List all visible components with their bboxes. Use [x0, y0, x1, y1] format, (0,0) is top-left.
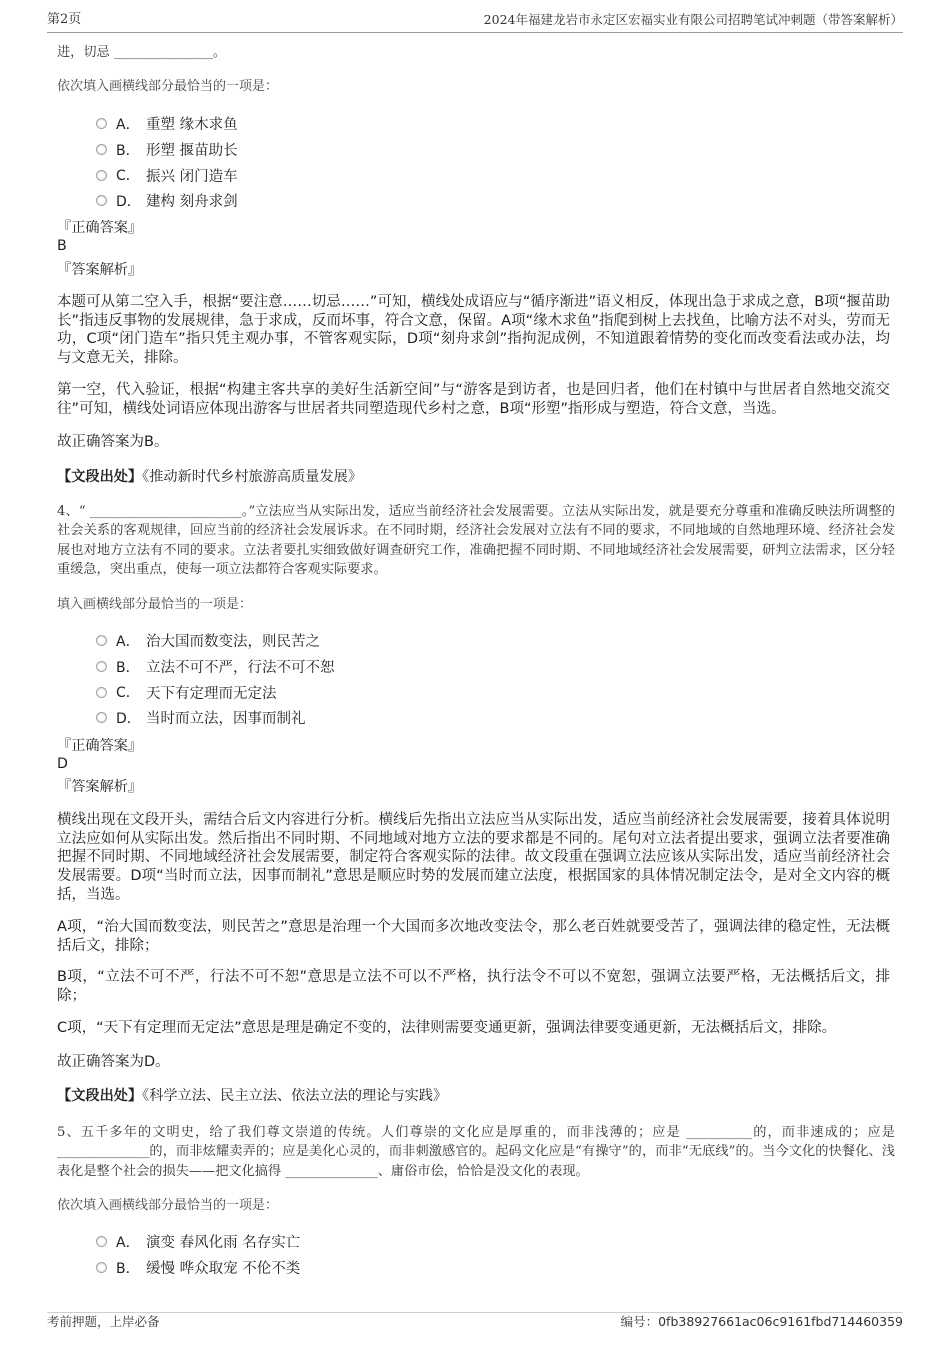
option-c [96, 162, 238, 188]
header-document-title: 2024年福建龙岩市永定区宏福实业有限公司招聘笔试冲刺题（带答案解析） [483, 12, 903, 27]
option-text: 立法不可不严，行法不可不恕 [146, 660, 335, 677]
option-letter: A． [116, 1234, 140, 1251]
option-d [96, 705, 335, 731]
option-text: 形塑 揠苗助长 [146, 143, 238, 160]
radio-icon [96, 170, 107, 181]
option-letter: A． [116, 116, 140, 133]
analysis-paragraph: 本题可从第二空入手，根据“要注意……切忌……”可知，横线处成语应与“循序渐进”语义相反，体现出急于求成之意，B项“揠苗助长”指违反事物的发展规律，急于求成，反而坏事，符合文意，保留。A项“缘木求鱼”指爬到树上去找鱼，比喻方法不对头，劳而无功，C项“闭门造车”指只凭主观办事，不管客观实际，D项“刻舟求剑”指拘泥成例，不知道跟着情势的变化而改变看法或办法，均与文意无关，排除。 [57, 294, 890, 367]
option-a [96, 1229, 300, 1255]
option-text: 建构 刻舟求剑 [146, 194, 238, 211]
radio-icon [96, 687, 107, 698]
option-a [96, 111, 238, 137]
option-d [96, 188, 238, 214]
option-b [96, 1255, 300, 1281]
option-c [96, 679, 335, 705]
footer-code-label: 编号： [620, 1314, 659, 1329]
radio-icon [96, 635, 107, 646]
passage-source [57, 1087, 447, 1105]
option-text: 演变 春风化雨 名存实亡 [146, 1235, 301, 1252]
radio-icon [96, 144, 107, 155]
option-letter: D． [116, 193, 141, 210]
option-letter: B． [116, 659, 140, 676]
footer-document-code [621, 1314, 903, 1330]
radio-icon [96, 1262, 107, 1273]
analysis-label: 『答案解析』 [57, 779, 143, 795]
option-b [96, 654, 335, 680]
analysis-paragraph: 第一空，代入验证，根据“构建主客共享的美好生活新空间”与“游客是到访者，也是回归者，他们在村镇中与世居者自然地交流交往”可知，横线处词语应体现出游客与世居者共同塑造现代乡村之意，B项“形塑”指形成与塑造，符合文意，当选。 [57, 382, 890, 417]
correct-answer-value: D [57, 756, 68, 772]
header-divider [47, 32, 903, 33]
question-stem: 5、五千多年的文明史，给了我们尊文崇道的传统。人们尊崇的文化应是厚重的，而非浅薄的；应是 __________的，而非速成的；应是 ______________的，而非炫耀卖弄的；应是美化心灵的，而非刺激感官的。起码文化应是“有操守”的，而非“无底线”的。当今文化的快餐化、浅表化是整个社会的损失——把文化搞得 ______________、庸俗市侩，恰恰是没文化的表现。 [57, 1125, 895, 1179]
question-prompt: 依次填入画横线部分最恰当的一项是： [57, 79, 279, 94]
correct-answer-label: 『正确答案』 [57, 220, 143, 236]
correct-answer-value: B [57, 238, 67, 254]
radio-icon [96, 195, 107, 206]
radio-icon [96, 661, 107, 672]
analysis-paragraph: 横线出现在文段开头，需结合后文内容进行分析。横线后先指出立法应当从实际出发，适应当前经济社会发展需要，接着具体说明立法应如何从实际出发。然后指出不同时期、不同地域对地方立法的要求都是不同的。尾句对立法者提出要求，强调立法者要准确把握不同时期、不同地域经济社会发展需要，制定符合客观实际的法律。故文段重在强调立法应该从实际出发，适应当前经济社会发展需要。D项“当时而立法，因事而制礼”意思是顺应时势的发展而建立法度，根据国家的具体情况制定法令，是对全文内容的概括，当选。 [57, 812, 890, 903]
analysis-paragraph: A项，“治大国而数变法，则民苦之”意思是治理一个大国而多次地改变法令，那么老百姓就要受苦了，强调法律的稳定性，无法概括后文，排除； [57, 919, 890, 954]
header-page-number: 第2页 [47, 12, 82, 27]
source-title: 《推动新时代乡村旅游高质量发展》 [142, 469, 363, 485]
question-stem-continued: 进，切忌 _______________。 [57, 45, 227, 60]
option-text: 缓慢 哗众取宠 不伦不类 [146, 1261, 301, 1278]
source-label: 【文段出处】 [57, 469, 143, 485]
source-label: 【文段出处】 [57, 1088, 143, 1104]
option-list [96, 628, 335, 731]
option-letter: B． [116, 1260, 140, 1277]
question-stem: 4、“ _______________________。”立法应当从实际出发，适应当前经济社会发展需要。立法从实际出发，就是要充分尊重和准确反映法所调整的社会关系的客观规律，回应当前的经济社会发展诉求。在不同时期，经济社会发展对立法有不同的要求，不同地域的自然地理环境、经济社会发展也对地方立法有不同的要求。立法者要扎实细致做好调查研究工作，准确把握不同时期、不同地域经济社会发展需要，研判立法需求，区分轻重缓急，突出重点，使每一项立法都符合客观实际要求。 [57, 504, 895, 577]
question-prompt: 填入画横线部分最恰当的一项是： [57, 597, 253, 612]
answer-conclusion: 故正确答案为B。 [57, 434, 169, 450]
option-text: 治大国而数变法，则民苦之 [146, 634, 320, 651]
option-b [96, 137, 238, 163]
analysis-paragraph: B项，“立法不可不严，行法不可不恕”意思是立法不可以不严格，执行法令不可以不宽恕，强调立法要严格，无法概括后文，排除； [57, 969, 890, 1004]
footer-divider [47, 1312, 903, 1313]
option-letter: C． [116, 685, 140, 702]
option-letter: B． [116, 142, 140, 159]
answer-conclusion: 故正确答案为D。 [57, 1054, 170, 1070]
source-title: 《科学立法、民主立法、依法立法的理论与实践》 [142, 1088, 448, 1104]
option-text: 天下有定理而无定法 [146, 685, 277, 702]
radio-icon [96, 712, 107, 723]
option-text: 振兴 闭门造车 [146, 168, 238, 185]
question-prompt: 依次填入画横线部分最恰当的一项是： [57, 1198, 279, 1213]
option-text: 当时而立法，因事而制礼 [146, 711, 306, 728]
option-letter: D． [116, 710, 141, 727]
option-list [96, 111, 238, 214]
radio-icon [96, 1236, 107, 1247]
footer-code-value: 0fb38927661ac06c9161fbd714460359 [658, 1314, 903, 1329]
radio-icon [96, 118, 107, 129]
option-a [96, 628, 335, 654]
correct-answer-label: 『正确答案』 [57, 738, 143, 754]
option-list [96, 1229, 300, 1280]
option-text: 重塑 缘木求鱼 [146, 117, 238, 134]
footer-slogan: 考前押题，上岸必备 [47, 1314, 160, 1329]
option-letter: A． [116, 633, 140, 650]
passage-source [57, 468, 362, 486]
option-letter: C． [116, 168, 140, 185]
analysis-paragraph: C项，“天下有定理而无定法”意思是理是确定不变的，法律则需要变通更新，强调法律要变通更新，无法概括后文，排除。 [57, 1020, 837, 1036]
analysis-label: 『答案解析』 [57, 262, 143, 278]
